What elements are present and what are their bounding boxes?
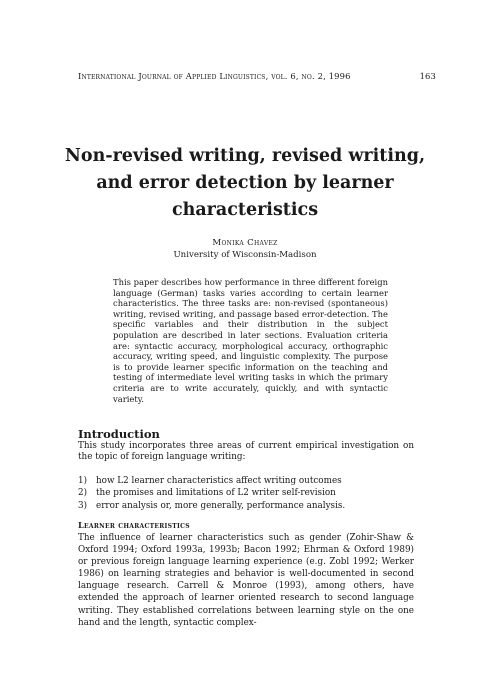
list-item-number: 3) xyxy=(78,500,88,511)
study-areas-list xyxy=(78,475,414,512)
running-head xyxy=(78,71,436,81)
abstract: This paper describes how performance in three different foreign language (German) tasks varies according to certain learner characteristics. The three tasks are: non-revised (spontaneous) writing, revised writing, and passage based error-detection. The specific variables and their distribution in the subject population are described in later sections. Evaluation criteria are: syntactic accuracy, morphological accuracy, orthographic accuracy, writing speed, and linguistic complexity. The purpose is to provide learner specific information on the teaching and testing of intermediate level writing tasks in which the primary criteria are to write accurately, quickly, and with syntactic variety. xyxy=(113,277,388,404)
journal-citation: International Journal of Applied Linguistics, vol. 6, no. 2, 1996 xyxy=(78,71,351,81)
list-item-number: 1) xyxy=(78,476,88,486)
learner-characteristics-paragraph: The influence of learner characteristics such as gender (Zohir-Shaw & Oxford 1994; Oxford 1993a, 1993b; Bacon 1992; Ehrman & Oxford 1989) or previous foreign language learning experience (e.g. Zobl 1992; Werker 1986) on learning strategies and behavior is well-documented in second language research. Carrell & Monroe (1993), among others, have extended the approach of learner oriented research to second language writing. They established correlations between learning style on the one hand and the length, syntactic complex- xyxy=(78,533,414,628)
list-item xyxy=(78,487,414,499)
learner-characteristics-heading: Learner characteristics xyxy=(78,520,190,530)
list-item-text: the promises and limitations of L2 writer self-revision xyxy=(96,488,336,499)
introduction-heading: Introduction xyxy=(78,427,160,441)
list-item-text: error analysis or, more generally, performance analysis. xyxy=(96,500,346,511)
author-name: Monika Chavez xyxy=(212,238,278,248)
list-item xyxy=(78,500,414,512)
page-number: 163 xyxy=(419,71,436,81)
list-item-text: how L2 learner characteristics affect writing outcomes xyxy=(96,476,342,486)
introduction-paragraph: This study incorporates three areas of current empirical investigation on the topic of foreign language writing: xyxy=(78,441,414,463)
article-title: Non-revised writing, revised writing, and error detection by learner characteristics xyxy=(64,146,426,220)
author-affiliation: University of Wisconsin-Madison xyxy=(173,250,317,260)
list-item-number: 2) xyxy=(78,488,88,499)
list-item xyxy=(78,475,414,487)
